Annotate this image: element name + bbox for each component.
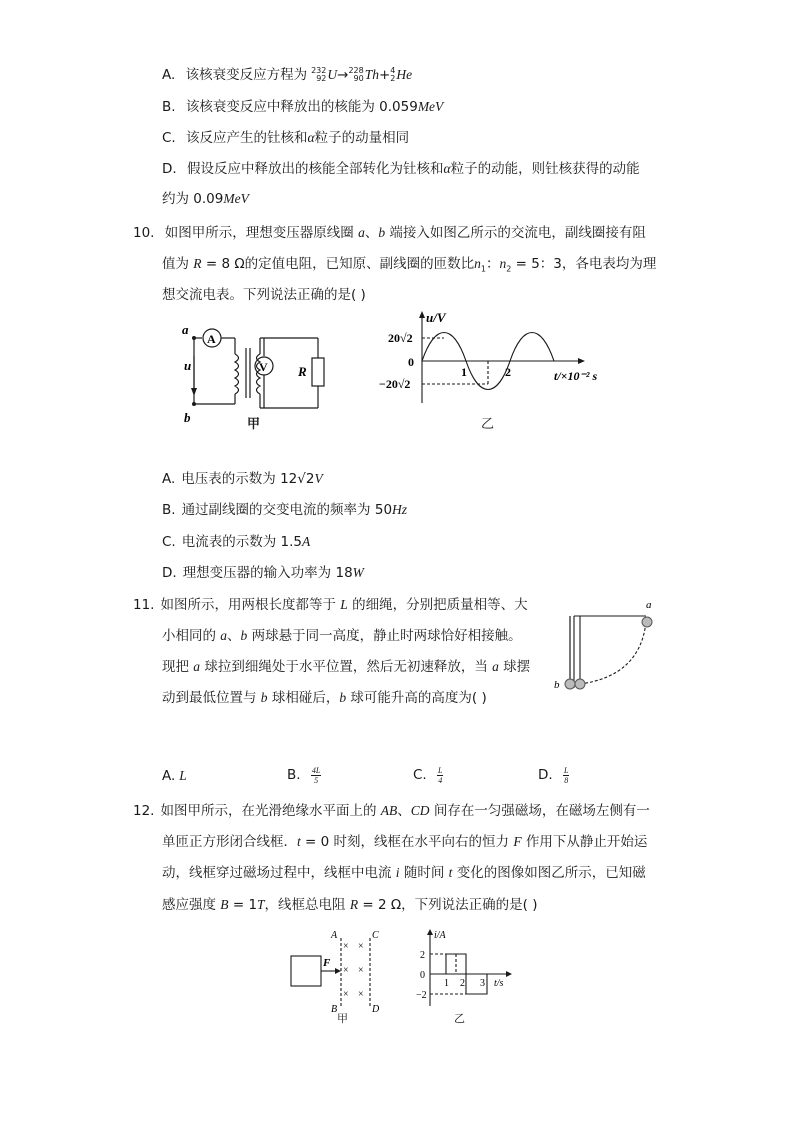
q9-option-c: C. 该反应产生的钍核和α粒子的动量相同 [162, 130, 410, 146]
q10-option-a: A. 电压表的示数为 12√2V [162, 471, 323, 487]
q12-caption-yi: 乙 [454, 1012, 465, 1025]
q12-label-A: A [331, 930, 338, 941]
q10-label-b: b [184, 410, 191, 425]
q11-option-d: D. $\frac{L}{8}$ [538, 765, 569, 785]
field-cross-mark: × [358, 989, 364, 1000]
field-cross-mark: × [358, 941, 364, 952]
q11-stem-line1: 11. 如图所示，用两根长度都等于 L 的细绳，分别把质量相等、大 [133, 597, 528, 613]
q12-stem-line2: 单匝正方形闭合线框．t = 0 时刻，线框在水平向右的恒力 F 作用下从静止开始运 [162, 834, 648, 850]
voltmeter-symbol: V [259, 360, 268, 374]
q12-x-tick-2: 2 [460, 978, 465, 989]
q11-stem-line2: 小相同的 a、b 两球悬于同一高度，静止时两球恰好相接触。 [162, 628, 522, 644]
ball-a-rest [575, 679, 585, 689]
q10-caption-jia: 甲 [247, 417, 261, 432]
q10-x-axis-label: t/×10⁻² s [554, 369, 598, 383]
q12-label-C: C [372, 930, 379, 941]
q10-y-axis-label: u/V [426, 310, 446, 325]
q11-stem-line4: 动到最低位置与 b 球相碰后，b 球可能升高的高度为( ) [162, 690, 487, 706]
q12-label-B: B [331, 1004, 338, 1015]
q11-option-b: B. $\frac{4L}{5}$ [287, 765, 321, 785]
q11-option-a: A. L [162, 768, 187, 784]
ammeter-symbol: A [207, 332, 216, 346]
q12-number: 12. [133, 803, 155, 819]
q10-y-tick-pos: 20√2 [388, 331, 413, 345]
q12-y-tick-pos: 2 [420, 950, 425, 961]
q12-y-tick-neg: −2 [416, 990, 427, 1001]
q11-option-c: C. $\frac{L}{4}$ [413, 765, 443, 785]
q12-y-tick-zero: 0 [420, 970, 425, 981]
q12-stem-line3: 动，线框穿过磁场过程中，线框中电流 i 随时间 t 变化的图像如图乙所示，已知磁 [162, 865, 646, 881]
q11-figure-pendulum [550, 596, 660, 692]
q12-stem-line1: 12. 如图甲所示，在光滑绝缘水平面上的 AB、CD 间存在一匀强磁场，在磁场左侧有一 [133, 803, 650, 819]
q10-x-tick-2: 2 [505, 365, 511, 379]
q10-stem-line1: 10. 如图甲所示，理想变压器原线圈 a、b 端接入如图乙所示的交流电，副线圈接有阻 [133, 225, 646, 241]
q10-option-c: C. 电流表的示数为 1.5A [162, 534, 311, 550]
q11-number: 11. [133, 597, 155, 613]
q9-option-a: A. 该核衰变反应方程为 232 92 U→ 228 90 Th+ 4 2 He [162, 66, 413, 83]
q11-stem-line3: 现把 a 球拉到细绳处于水平位置，然后无初速释放，当 a 球摆 [162, 659, 531, 675]
q12-stem-line4: 感应强度 B = 1T，线框总电阻 R = 2 Ω，下列说法正确的是( ) [162, 897, 538, 913]
q12-caption-jia: 甲 [337, 1012, 348, 1025]
q9-option-b: B. 该核衰变反应中释放出的核能为 0.059MeV [162, 99, 444, 115]
field-cross-mark: × [343, 965, 349, 976]
q10-y-tick-neg: −20√2 [379, 377, 411, 391]
q11-label-a: a [646, 599, 652, 611]
q10-stem-line3: 想交流电表。下列说法正确的是( ) [162, 287, 366, 303]
q12-label-F: F [323, 957, 331, 969]
q12-x-tick-3: 3 [480, 978, 485, 989]
q11-label-b: b [554, 679, 560, 691]
q9-option-d-cont: 约为 0.09MeV [162, 191, 249, 207]
resistor-label: R [298, 364, 307, 379]
q10-label-u: u [184, 358, 192, 373]
q10-number: 10. [133, 225, 155, 241]
q12-x-tick-1: 1 [444, 978, 449, 989]
q10-caption-yi: 乙 [481, 417, 495, 432]
q10-label-a: a [182, 322, 189, 337]
q10-y-tick-zero: 0 [408, 355, 414, 369]
q10-figure-waveform [378, 308, 608, 408]
q9-option-d: D. 假设反应中释放出的核能全部转化为钍核和α粒子的动能，则钍核获得的动能 [162, 161, 640, 177]
q10-stem-line2: 值为 R = 8 Ω的定值电阻，已知原、副线圈的匝数比$n_1$：$n_2 = 5$：3，各电表均为理 [162, 256, 657, 274]
q12-label-D: D [372, 1004, 380, 1015]
q12-y-axis-label: i/A [434, 930, 446, 941]
q10-option-b: B. 通过副线圈的交变电流的频率为 50Hz [162, 502, 408, 518]
q12-figure-current [408, 928, 518, 1008]
q12-x-axis-label: t/s [494, 978, 504, 989]
ball-b [565, 679, 575, 689]
field-cross-mark: × [358, 965, 364, 976]
field-cross-mark: × [343, 941, 349, 952]
field-cross-mark: × [343, 989, 349, 1000]
ball-a [642, 617, 652, 627]
q10-x-tick-1: 1 [461, 365, 467, 379]
q10-option-d: D. 理想变压器的输入功率为 18W [162, 565, 364, 581]
